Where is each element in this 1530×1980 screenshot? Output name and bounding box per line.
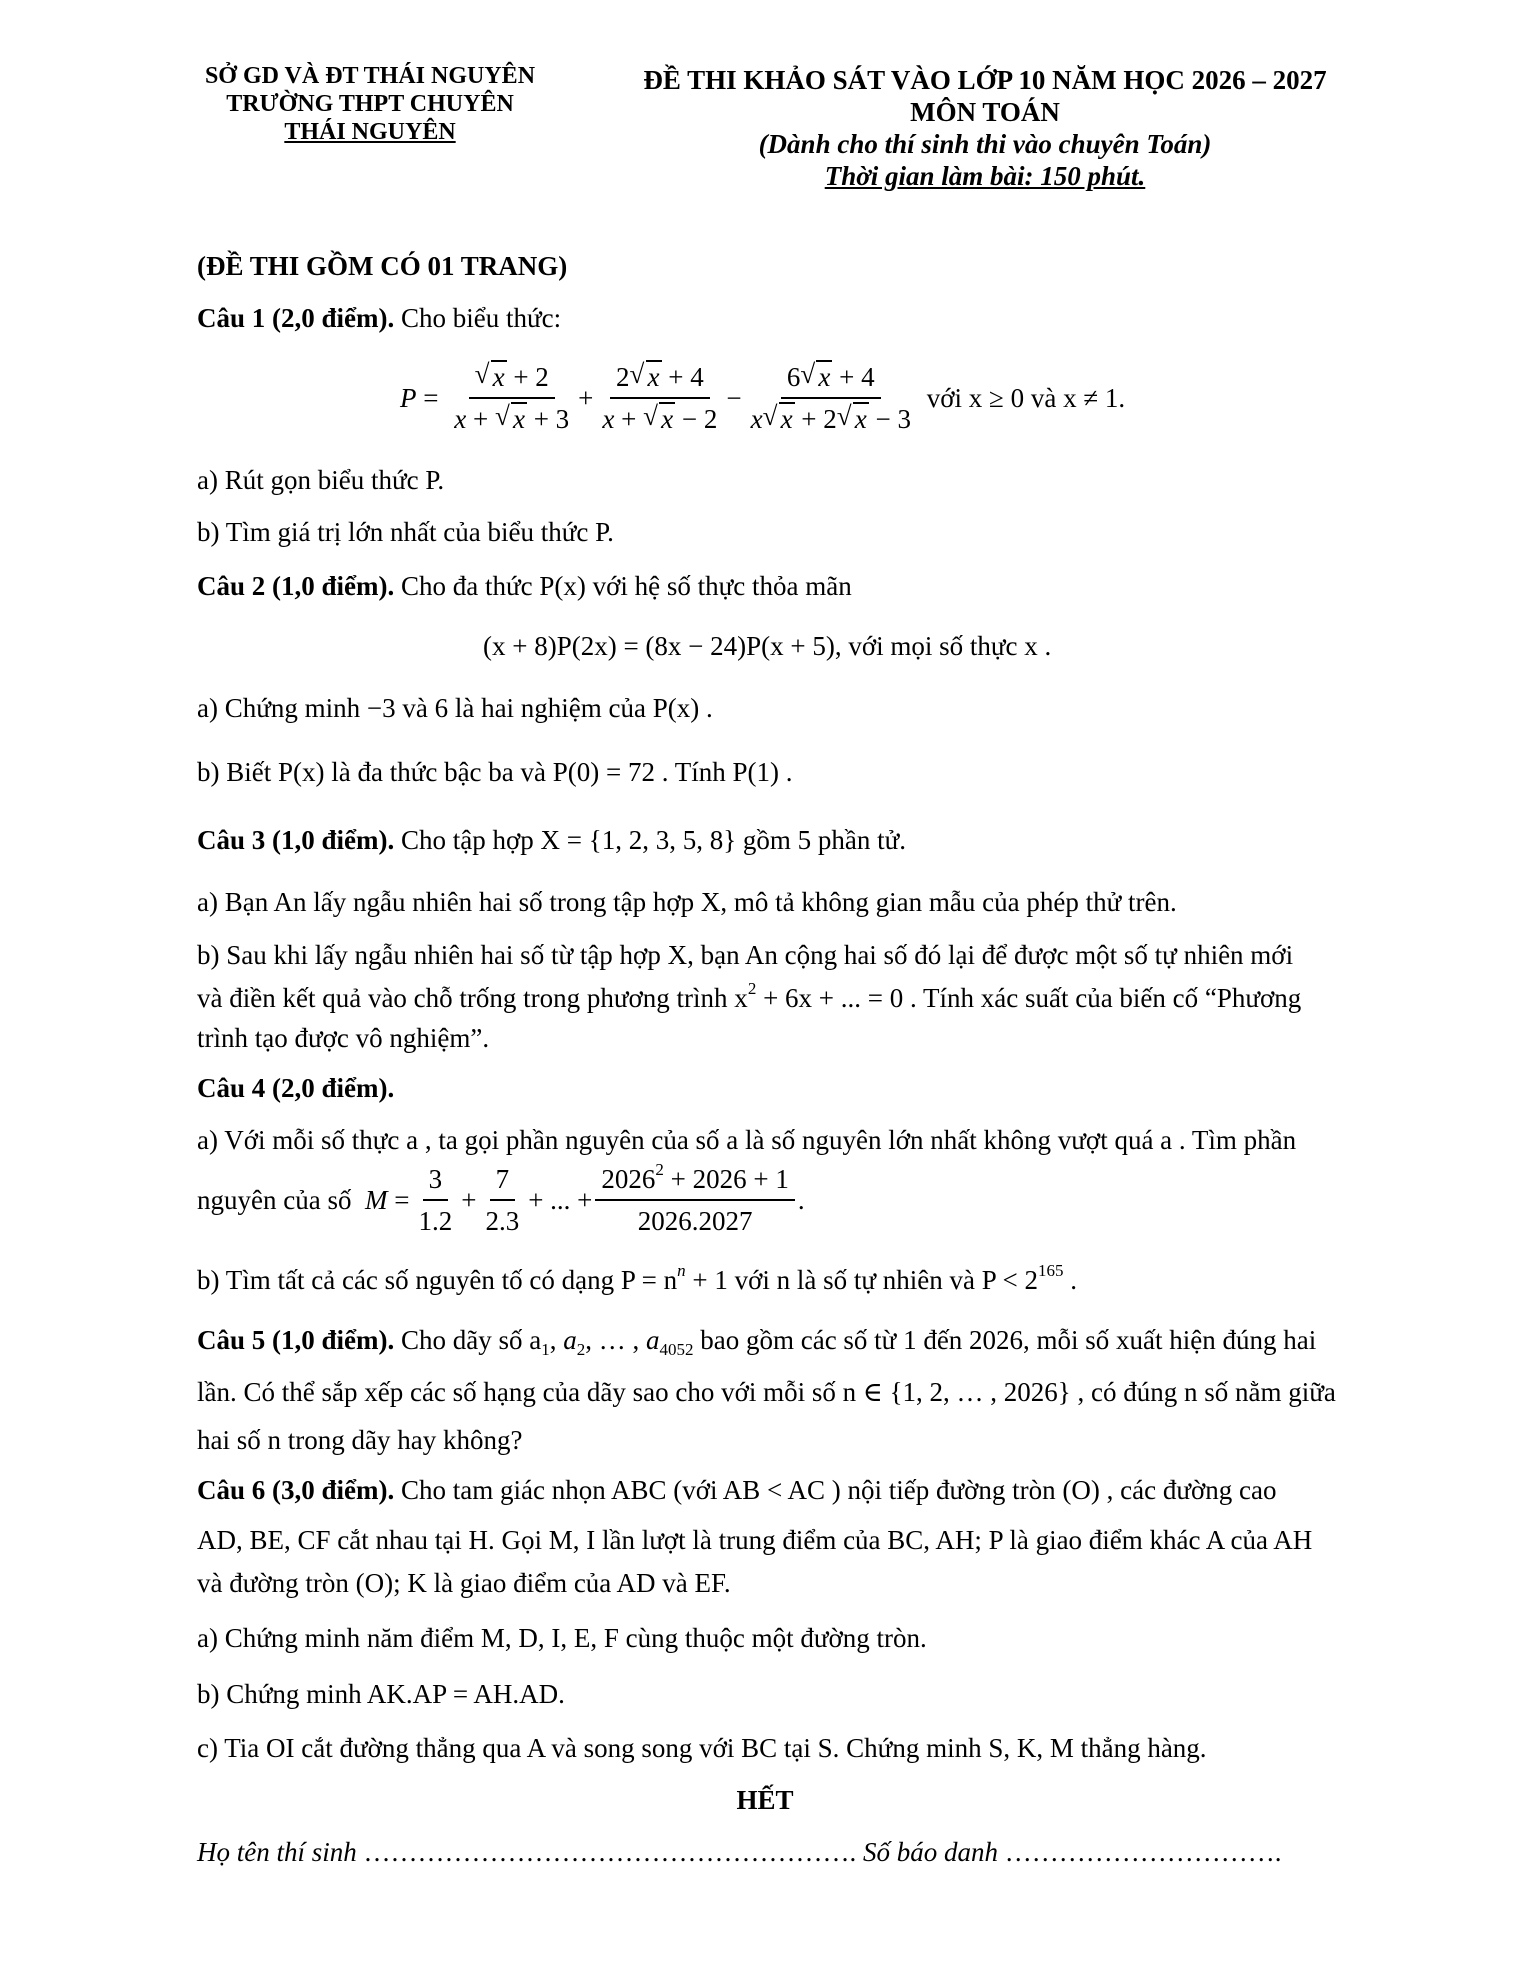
- question-4-part-b-text: b) Tìm tất cả các số nguyên tố có dạng P = n: [197, 1265, 678, 1295]
- question-3-part-b-text-end: + 6x + ... = 0 . Tính xác suất của biến cố “Phương: [756, 983, 1302, 1013]
- fraction-last-term: $\frac{2026^2 + 2026 + 1}{2026.2027}$: [595, 1162, 794, 1238]
- question-3-intro: Cho tập hợp X = {1, 2, 3, 5, 8} gồm 5 phần tử.: [394, 825, 907, 855]
- question-4-part-a-text: nguyên của số: [197, 1184, 352, 1215]
- department-name: SỞ GD VÀ ĐT THÁI NGUYÊN: [204, 63, 536, 89]
- candidate-name-blank: ……………………………………………….: [356, 1837, 863, 1867]
- question-3-part-b-line2: và điền kết quả vào chỗ trống trong phương trình $x^2 + 6x$ + ... = 0 . Tính xác suất của biến cố “Phương: [197, 979, 1302, 1013]
- question-4-part-a-line2: nguyên của số M = $\frac{3}{1.2}$ + $\frac{7}{2.3}$ + ... + $\frac{2026^2 + 2026 + 1}{2026.2027}$ .: [197, 1160, 805, 1236]
- question-2-heading: Câu 2 (1,0 điểm).: [197, 571, 395, 601]
- question-4-part-b-text-end: .: [1063, 1265, 1077, 1295]
- question-3-part-b-line1: b) Sau khi lấy ngẫu nhiên hai số từ tập hợp X, bạn An cộng hai số đó lại để được một số tự nhiên mới: [197, 940, 1294, 970]
- question-1-formula: P = √ $\frac{x + 2}{x + √ x + 3}$ + $\frac{2√ x + 4}{x + √ x - 2}$ − $\frac{6√ x + 4}{x√ x + 2√ x - 3}$ với x ≥ 0 và x ≠ 1.: [400, 360, 1125, 436]
- fraction-2: $\frac{2√ x + 4}{x + √ x - 2}$: [596, 360, 723, 436]
- question-1-part-b: b) Tìm giá trị lớn nhất của biểu thức P.: [197, 517, 614, 547]
- question-4-part-b: b) Tìm tất cả các số nguyên tố có dạng $P = n^n + 1$ với n là số tự nhiên và $P < 2^{165}$ .: [197, 1261, 1077, 1295]
- candidate-info-line: [197, 1834, 1282, 1870]
- question-6-part-a: a) Chứng minh năm điểm M, D, I, E, F cùng thuộc một đường tròn.: [197, 1623, 927, 1653]
- fraction-3: $\frac{6√ x + 4}{x√ x + 2√ x - 3}$: [745, 360, 917, 436]
- question-2-intro: Cho đa thức P(x) với hệ số thực thỏa mãn: [394, 571, 852, 601]
- question-5-line3: hai số n trong dãy hay không?: [197, 1425, 523, 1455]
- question-2-equation: (x + 8)P(2x) = (8x − 24)P(x + 5), với mọi số thực x .: [483, 631, 1052, 661]
- question-2-part-a: a) Chứng minh −3 và 6 là hai nghiệm của P(x) .: [197, 693, 713, 723]
- question-5-heading: Câu 5 (1,0 điểm).: [197, 1325, 395, 1355]
- exam-audience: (Dành cho thí sinh thi vào chuyên Toán): [758, 129, 1212, 159]
- question-4-part-a-line1: a) Với mỗi số thực a , ta gọi phần nguyên của số a là số nguyên lớn nhất không vượt quá a . Tìm phần: [197, 1125, 1297, 1155]
- question-6-line3: và đường tròn (O); K là giao điểm của AD và EF.: [197, 1568, 731, 1598]
- question-3-part-a: a) Bạn An lấy ngẫu nhiên hai số trong tập hợp X, mô tả không gian mẫu của phép thử trên.: [197, 887, 1177, 917]
- question-1: [197, 300, 561, 336]
- question-1-condition: với x ≥ 0 và x ≠ 1.: [926, 382, 1126, 413]
- exam-header: [600, 64, 1370, 192]
- question-5-line2: lần. Có thể sắp xếp các số hạng của dãy sao cho với mỗi số n ∈ {1, 2, … , 2026} , có đúng n số nằm giữa: [197, 1377, 1336, 1407]
- question-3-part-b-line3: trình tạo được vô nghiệm”.: [197, 1023, 490, 1053]
- question-6-part-c: c) Tia OI cắt đường thẳng qua A và song song với BC tại S. Chứng minh S, K, M thẳng hàng.: [197, 1733, 1207, 1763]
- question-6-line2: AD, BE, CF cắt nhau tại H. Gọi M, I lần lượt là trung điểm của BC, AH; P là giao điểm khác A của AH: [197, 1525, 1313, 1555]
- question-6-part-b: b) Chứng minh AK.AP = AH.AD.: [197, 1679, 565, 1709]
- question-6-heading: Câu 6 (3,0 điểm).: [197, 1475, 395, 1505]
- question-3: [197, 822, 906, 858]
- question-1-heading: Câu 1 (2,0 điểm).: [197, 303, 395, 333]
- school-header: [200, 62, 540, 146]
- fraction-3-over-1-2: $\frac{3}{1.2}$: [418, 1164, 453, 1236]
- pages-note: (ĐỀ THI GỒM CÓ 01 TRANG): [197, 251, 568, 281]
- question-5-text-end: bao gồm các số từ 1 đến 2026, mỗi số xuất hiện đúng hai: [693, 1325, 1317, 1355]
- question-5-text: Cho dãy số a: [394, 1325, 542, 1355]
- question-6-text: Cho tam giác nhọn ABC (với AB < AC ) nội tiếp đường tròn (O) , các đường cao: [394, 1475, 1277, 1505]
- candidate-id-blank: ………………………….: [998, 1837, 1282, 1867]
- candidate-name-label: Họ tên thí sinh: [197, 1837, 357, 1867]
- question-4-part-b-text-mid: + 1 với n là số tự nhiên và P < 2: [685, 1265, 1038, 1295]
- question-3-part-b-text: và điền kết quả vào chỗ trống trong phương trình x: [197, 983, 748, 1013]
- question-1-part-a: a) Rút gọn biểu thức P.: [197, 465, 445, 495]
- question-1-intro: Cho biểu thức:: [394, 303, 562, 333]
- end-marker: HẾT: [736, 1785, 794, 1815]
- question-2: [197, 568, 852, 604]
- question-2-part-b: b) Biết P(x) là đa thức bậc ba và P(0) = 72 . Tính P(1) .: [197, 757, 793, 787]
- question-6-line1: [197, 1472, 1276, 1508]
- question-3-heading: Câu 3 (1,0 điểm).: [197, 825, 395, 855]
- question-5-line1: Câu 5 (1,0 điểm). Cho dãy số $a_1$, $a_2$, … , $a_{4052}$ bao gồm các số từ 1 đến 2026, mỗi số xuất hiện đúng hai: [197, 1325, 1317, 1359]
- exam-title: ĐỀ THI KHẢO SÁT VÀO LỚP 10 NĂM HỌC 2026 – 2027: [643, 65, 1327, 95]
- school-city: THÁI NGUYÊN: [284, 119, 456, 145]
- fraction-7-over-2-3: $\frac{7}{2.3}$: [485, 1164, 520, 1236]
- exam-time: Thời gian làm bài: 150 phút.: [824, 161, 1146, 191]
- school-name: TRƯỜNG THPT CHUYÊN: [226, 91, 514, 117]
- fraction-1: √ $\frac{x + 2}{x + √ x + 3}$: [448, 360, 575, 436]
- question-4-heading: Câu 4 (2,0 điểm).: [197, 1073, 395, 1103]
- candidate-id-label: Số báo danh: [863, 1837, 998, 1867]
- exam-subject: MÔN TOÁN: [910, 97, 1060, 127]
